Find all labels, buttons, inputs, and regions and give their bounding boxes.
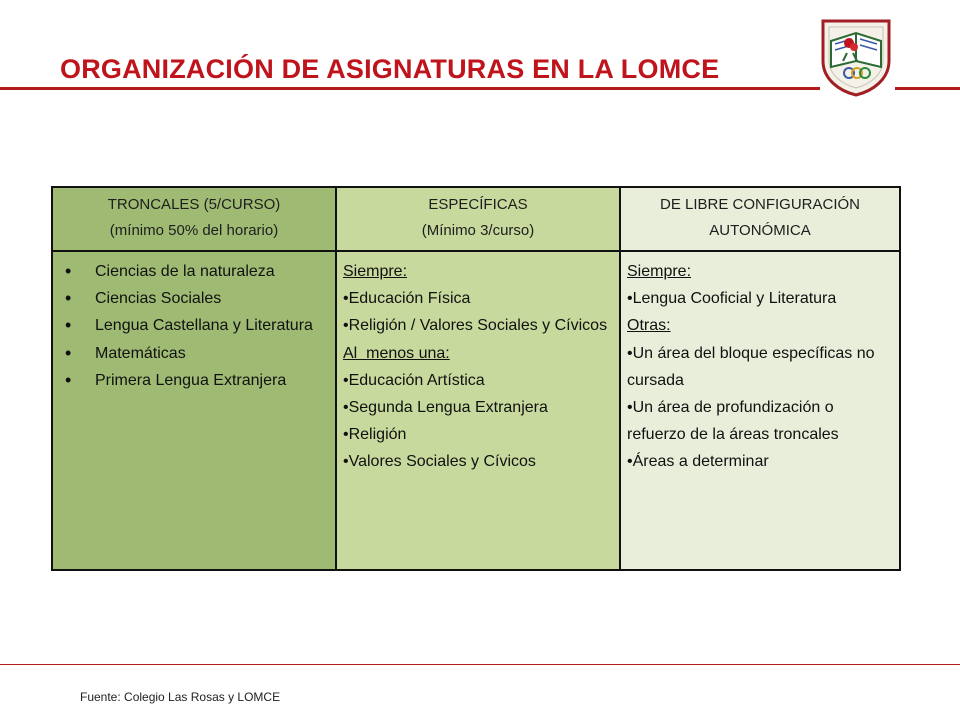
header-troncales	[53, 188, 337, 252]
header-troncales-line1: TRONCALES (5/CURSO)	[107, 196, 281, 213]
list-item: •Lengua Cooficial y Literatura	[627, 290, 837, 308]
list-item: •Un área del bloque específicas no cursada	[627, 344, 875, 389]
al-menos-label: Al menos una:	[343, 344, 450, 362]
list-item: •Religión	[343, 426, 407, 444]
header-libre-line1: DE LIBRE CONFIGURACIÓN	[659, 196, 861, 213]
list-item: • Lengua Castellana y Literatura	[59, 312, 329, 339]
list-item: •Un área de profundización o refuerzo de la áreas troncales	[627, 399, 839, 444]
troncales-cell	[53, 252, 337, 569]
list-item: •Educación Artística	[343, 371, 485, 389]
list-item: •Valores Sociales y Cívicos	[343, 453, 536, 471]
header-especificas-line1: ESPECÍFICAS	[428, 196, 528, 213]
list-item: • Ciencias Sociales	[59, 285, 329, 312]
list-item: •Áreas a determinar	[627, 453, 769, 471]
school-crest-icon	[817, 17, 895, 97]
siempre-label: Siempre:	[627, 263, 692, 280]
otras-label: Otras:	[627, 317, 671, 335]
list-item: •Segunda Lengua Extranjera	[343, 399, 548, 417]
list-item: • Ciencias de la naturaleza	[59, 258, 329, 285]
libre-configuracion-cell	[621, 252, 899, 569]
list-item: •Educación Física	[343, 290, 471, 308]
header-troncales-line2: (mínimo 50% del horario)	[109, 222, 279, 239]
troncales-list	[59, 258, 329, 394]
source-footnote: Fuente: Colegio Las Rosas y LOMCE	[80, 690, 281, 704]
header-libre-line2: AUTONÓMICA	[709, 222, 811, 239]
header-especificas-line2: (Mínimo 3/curso)	[421, 222, 535, 239]
header-libre-configuracion	[621, 188, 899, 252]
especificas-cell	[337, 252, 621, 569]
page-title: ORGANIZACIÓN DE ASIGNATURAS EN LA LOMCE	[60, 54, 720, 84]
list-item: •Religión / Valores Sociales y Cívicos	[343, 317, 608, 335]
subjects-table	[51, 186, 901, 571]
list-item: • Matemáticas	[59, 340, 329, 367]
list-item: • Primera Lengua Extranjera	[59, 367, 329, 394]
footer-divider	[0, 664, 960, 665]
header-especificas	[337, 188, 621, 252]
title-underline	[0, 87, 820, 90]
siempre-label: Siempre:	[343, 263, 408, 280]
title-underline-right	[895, 87, 960, 90]
